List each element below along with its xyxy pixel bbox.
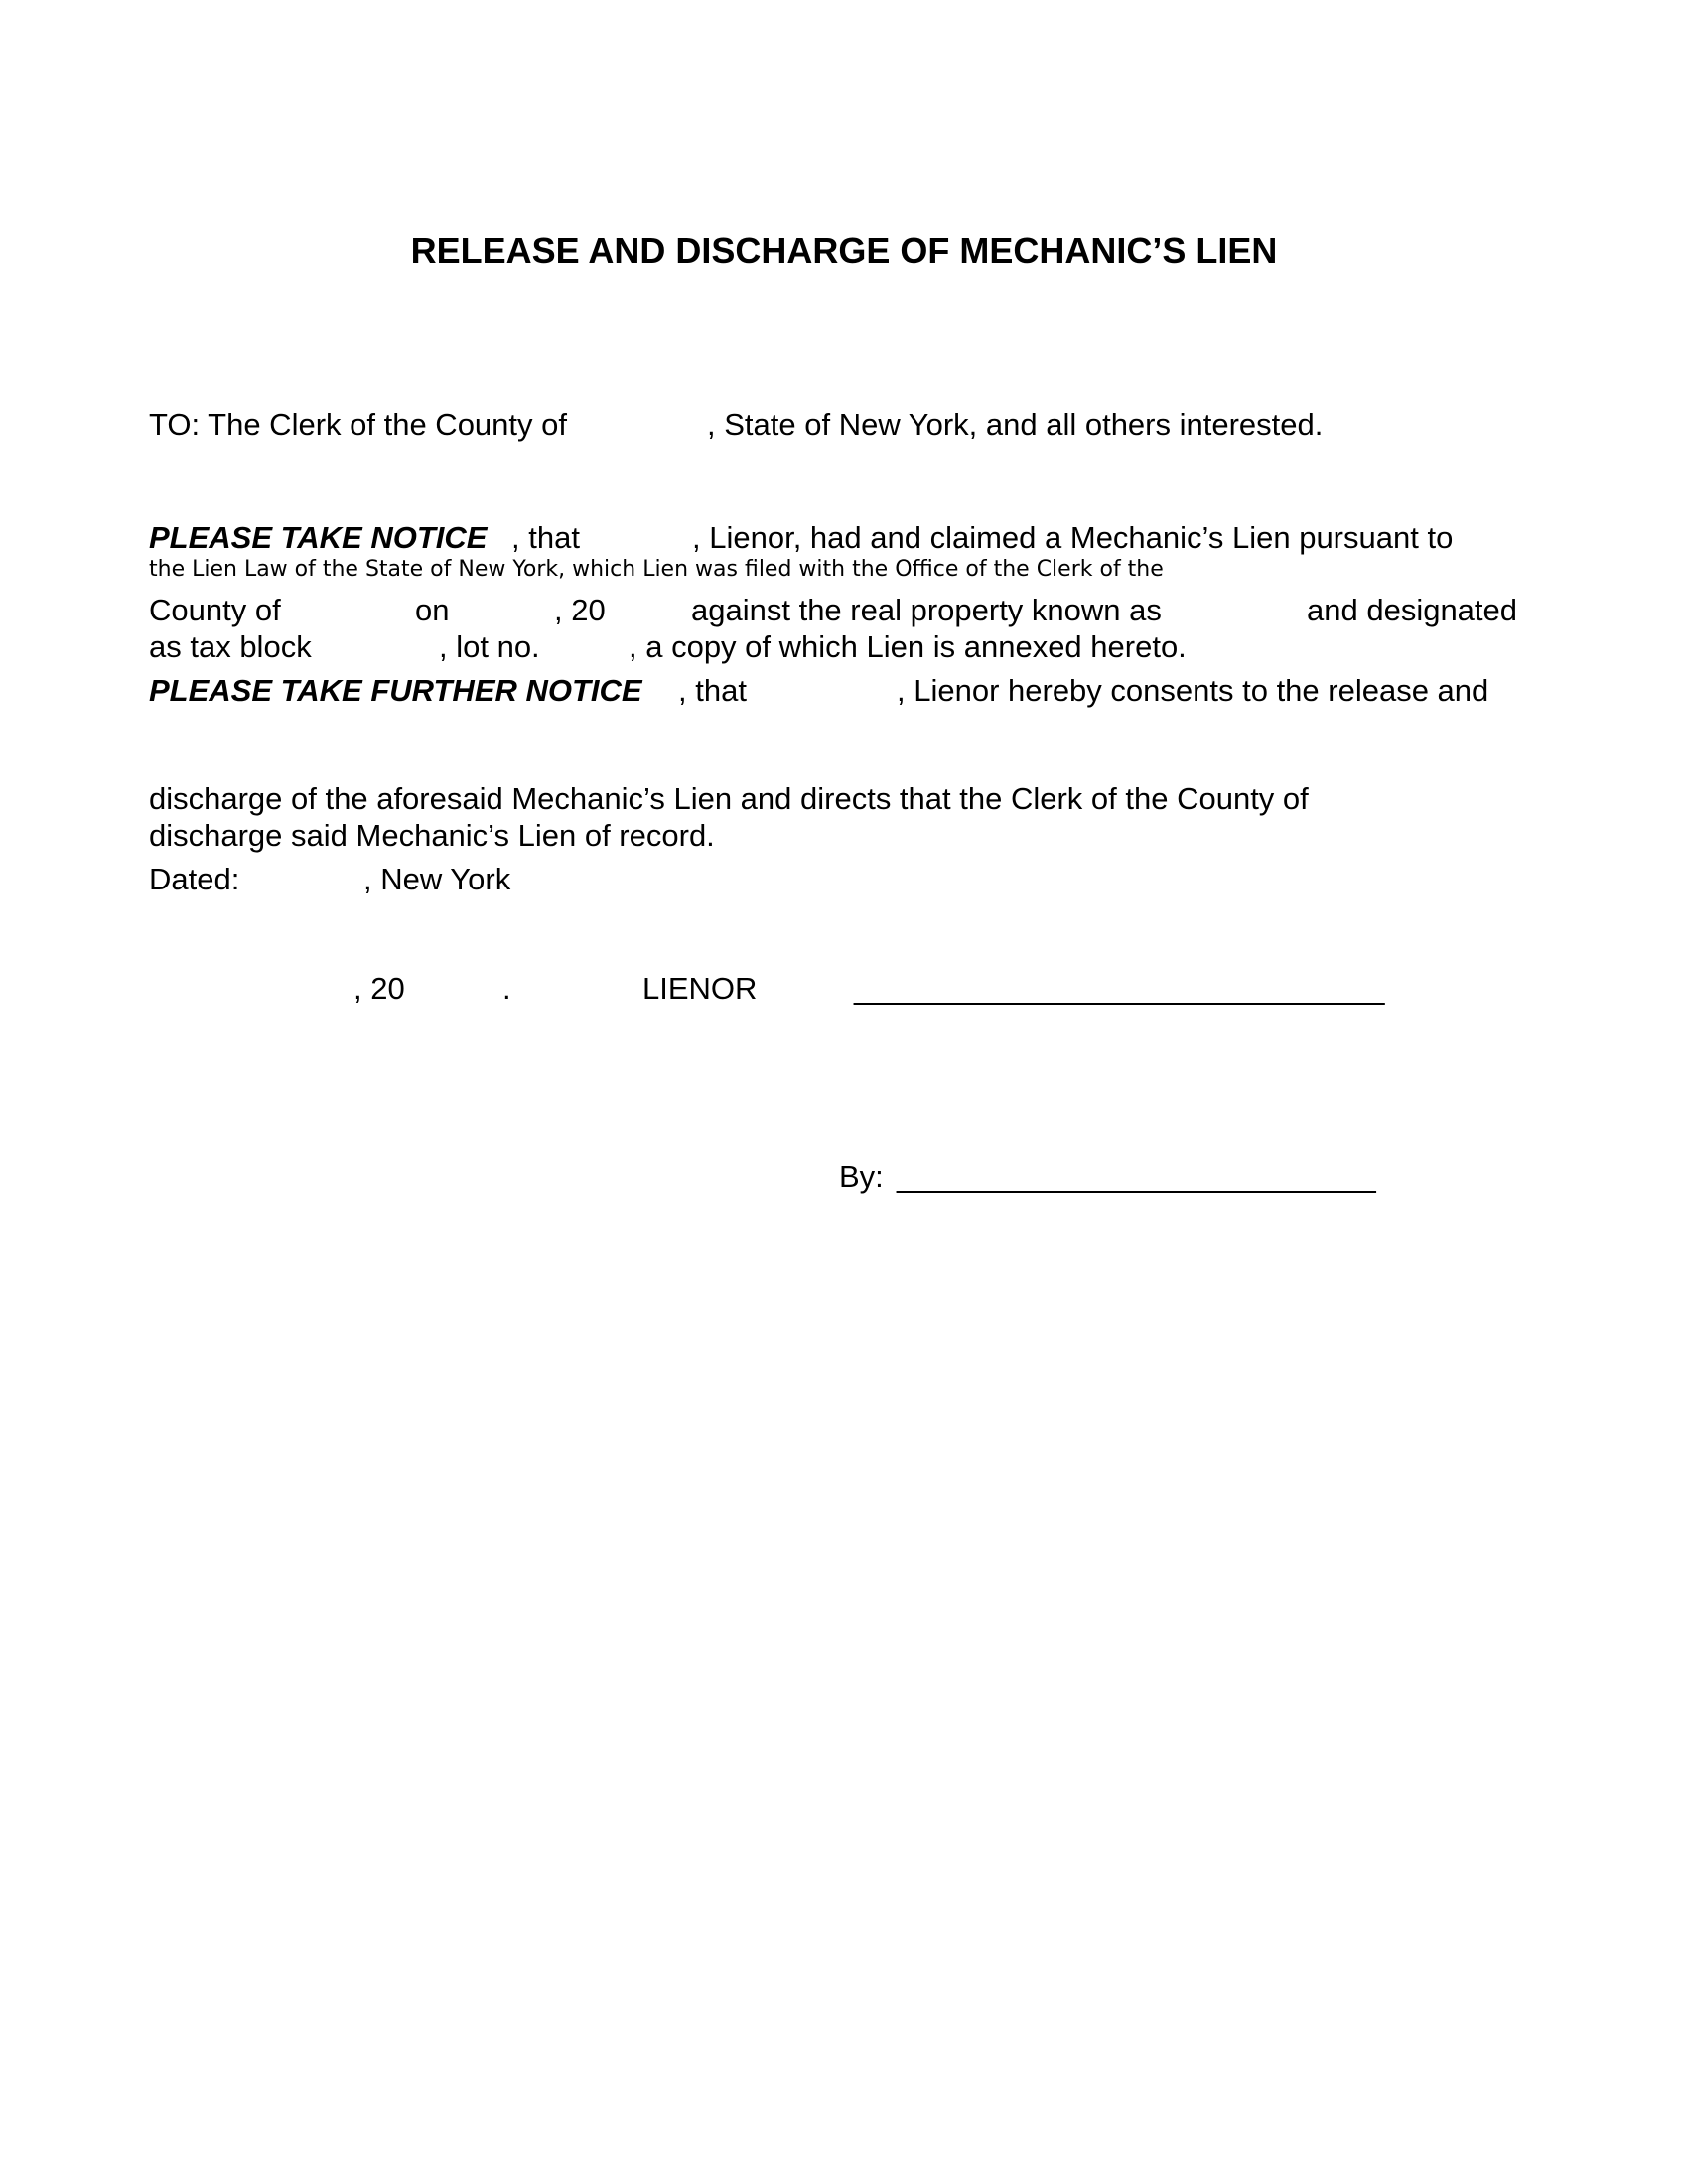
dated-period: . (502, 971, 511, 1006)
property-known-as: against the real property known as (691, 593, 1162, 627)
further-notice-that: , that (678, 673, 747, 708)
lien-law-line: the Lien Law of the State of New York, which Lien was filed with the Office of the Clerk of the (149, 557, 1164, 582)
lot-no-label: , lot no. (439, 629, 540, 664)
by-label: By: (839, 1160, 884, 1194)
copy-annexed: , a copy of which Lien is annexed hereto. (629, 629, 1187, 664)
notice-that: , that (511, 520, 580, 555)
lienor-label: LIENOR (642, 971, 758, 1006)
county-of-label: County of (149, 593, 281, 627)
notice-lienor-claim: , Lienor, had and claimed a Mechanic’s Lien pursuant to (692, 520, 1454, 555)
and-designated: and designated (1307, 593, 1518, 627)
discharge-line: discharge of the aforesaid Mechanic’s Lien and directs that the Clerk of the County of (149, 781, 1309, 816)
consents-text: , Lienor hereby consents to the release and (897, 673, 1489, 708)
dated-place: , New York (363, 862, 511, 896)
to-line-prefix: TO: The Clerk of the County of (149, 407, 567, 442)
to-line-suffix: , State of New York, and all others interested. (707, 407, 1324, 442)
dated-year: , 20 (353, 971, 405, 1006)
document-title: RELEASE AND DISCHARGE OF MECHANIC’S LIEN (410, 230, 1278, 271)
further-notice-lead: PLEASE TAKE FURTHER NOTICE (149, 673, 642, 708)
on-label: on (415, 593, 450, 627)
dated-label: Dated: (149, 862, 240, 896)
record-line: discharge said Mechanic’s Lien of record. (149, 818, 715, 853)
tax-block-label: as tax block (149, 629, 312, 664)
year-20-label: , 20 (554, 593, 606, 627)
by-signature-line: ____________________________ (897, 1160, 1376, 1194)
lienor-signature-line: _______________________________ (854, 971, 1385, 1006)
notice-lead: PLEASE TAKE NOTICE (149, 520, 488, 555)
